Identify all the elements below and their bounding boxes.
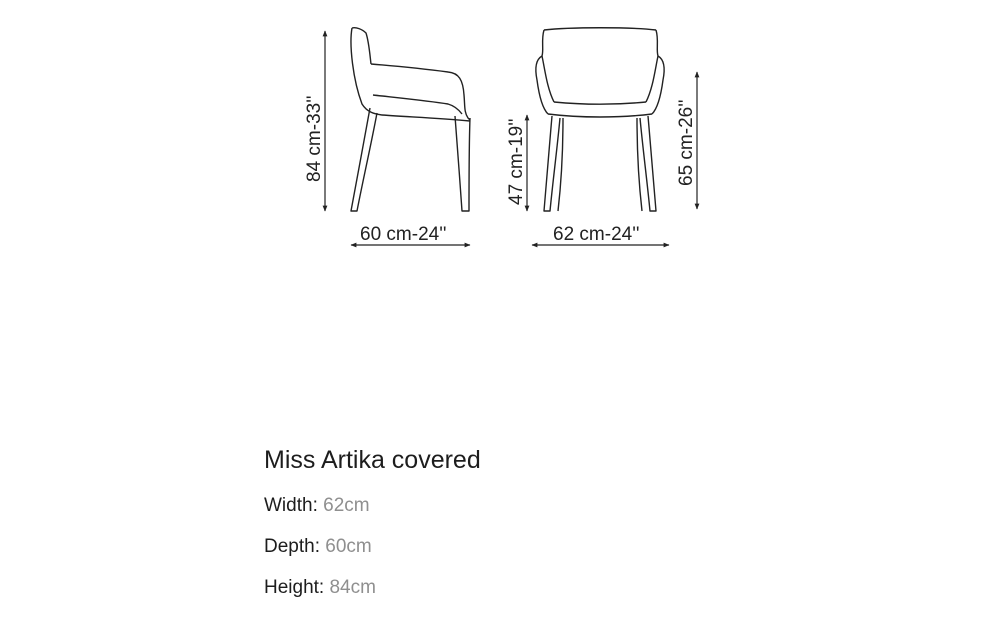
spec-value: 62cm bbox=[323, 495, 370, 516]
dim-front-width bbox=[532, 224, 669, 245]
spec-row-height bbox=[264, 567, 481, 608]
dimension-drawing bbox=[0, 0, 1000, 300]
dim-side-height bbox=[304, 31, 325, 211]
spec-value: 60cm bbox=[325, 536, 372, 557]
dim-front-seat-height bbox=[506, 115, 527, 211]
product-info bbox=[264, 444, 481, 608]
spec-row-depth bbox=[264, 526, 481, 567]
spec-label: Width: bbox=[264, 495, 318, 516]
dim-side-depth-label: 60 cm-24'' bbox=[360, 224, 447, 245]
spec-label: Depth: bbox=[264, 536, 320, 557]
dim-front-width-label: 62 cm-24'' bbox=[553, 224, 640, 245]
dim-front-arm-height bbox=[676, 72, 697, 209]
spec-row-width bbox=[264, 485, 481, 526]
product-title: Miss Artika covered bbox=[264, 446, 481, 474]
dim-front-seat-height-label: 47 cm-19'' bbox=[506, 118, 527, 205]
dim-front-arm-height-label: 65 cm-26'' bbox=[676, 99, 697, 186]
chair-side-view bbox=[351, 28, 470, 211]
chair-front-view bbox=[536, 28, 664, 211]
spec-label: Height: bbox=[264, 577, 325, 598]
spec-value: 84cm bbox=[329, 577, 376, 598]
dim-side-height-label: 84 cm-33'' bbox=[304, 95, 325, 182]
dim-side-depth bbox=[351, 224, 470, 245]
